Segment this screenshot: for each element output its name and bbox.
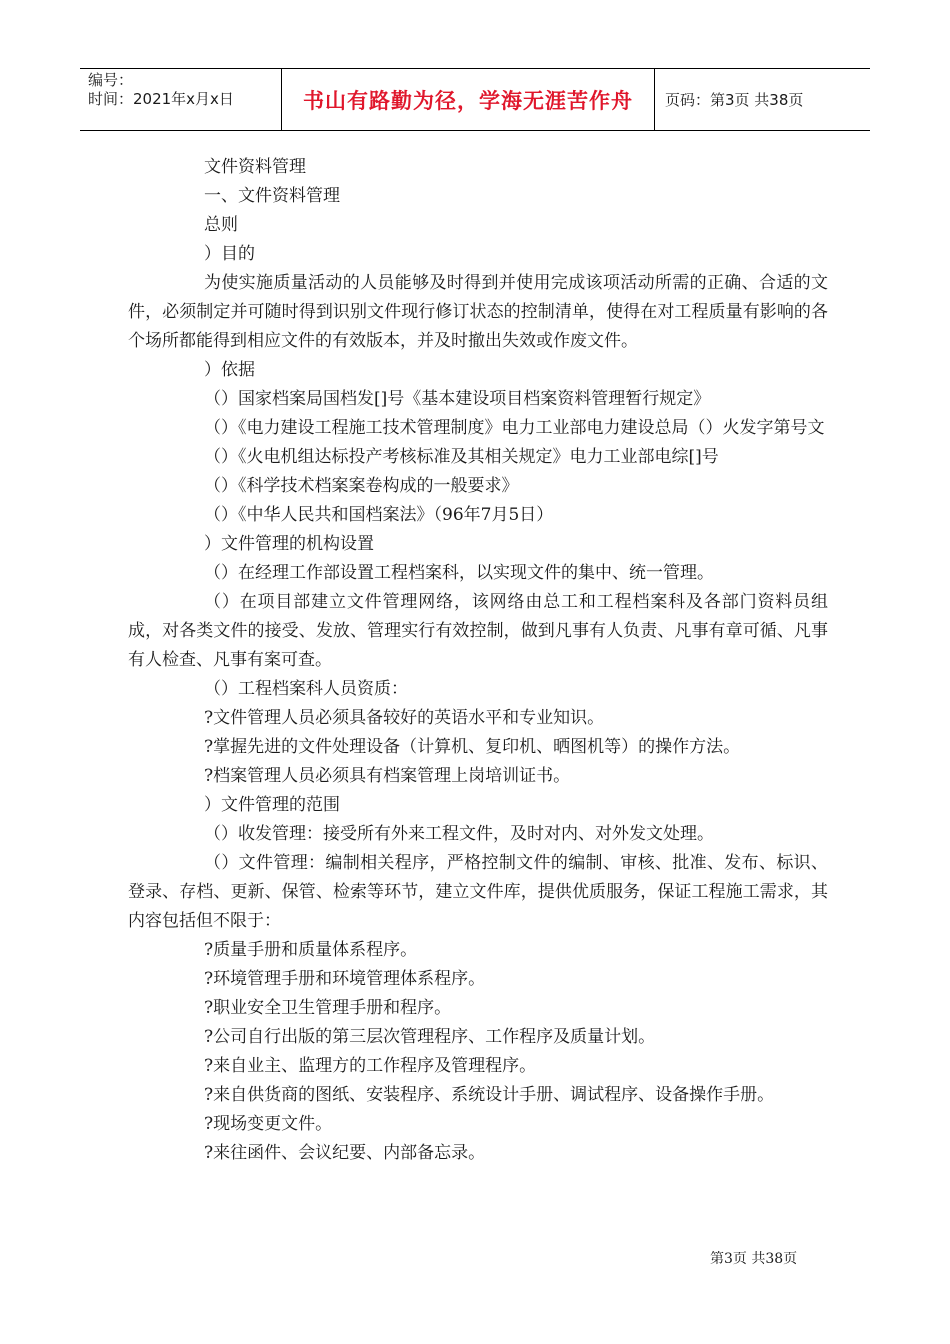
bullet-item: ?档案管理人员必须具有档案管理上岗培训证书。 (204, 766, 571, 786)
document-body (128, 153, 828, 1168)
bullet-item: ?公司自行出版的第三层次管理程序、工作程序及质量计划。 (204, 1027, 656, 1047)
list-item: （）文件管理：编制相关程序，严格控制文件的编制、审核、批准、发布、标识、登录、存档、更新、保管、检索等环节，建立文件库，提供优质服务，保证工程施工需求，其内容包括但不限于： (128, 853, 828, 931)
bullet-item: ?来自业主、监理方的工作程序及管理程序。 (204, 1056, 537, 1076)
item-heading: ）目的 (204, 244, 255, 264)
bullet-item: ?环境管理手册和环境管理体系程序。 (204, 969, 486, 989)
bullet-item: ?文件管理人员必须具备较好的英语水平和专业知识。 (204, 708, 605, 728)
paragraph: 为使实施质量活动的人员能够及时得到并使用完成该项活动所需的正确、合适的文件，必须制定并可随时得到识别文件现行修订状态的控制清单，使得在对工程质量有影响的各个场所都能得到相应文件的有效版本，并及时撤出失效或作废文件。 (128, 273, 828, 351)
list-item: （）《中华人民共和国档案法》（96年7月5日） (204, 505, 554, 525)
header-meta (80, 69, 282, 130)
list-item: （）《科学技术档案案卷构成的一般要求》 (204, 476, 519, 496)
list-item: （）工程档案科人员资质： (204, 679, 408, 699)
list-item: （）收发管理：接受所有外来工程文件，及时对内、对外发文处理。 (204, 824, 714, 844)
list-item: （）在项目部建立文件管理网络，该网络由总工和工程档案科及各部门资料员组成，对各类文件的接受、发放、管理实行有效控制，做到凡事有人负责、凡事有章可循、凡事有人检查、凡事有案可查。 (128, 592, 828, 670)
list-item: （）国家档案局国档发[]号《基本建设项目档案资料管理暂行规定》 (204, 389, 711, 409)
doc-title: 文件资料管理 (204, 157, 306, 177)
list-item: （）《电力建设工程施工技术管理制度》电力工业部电力建设总局（）火发字第号文 (204, 418, 825, 438)
item-heading: ）依据 (204, 360, 255, 380)
bullet-item: ?掌握先进的文件处理设备（计算机、复印机、晒图机等）的操作方法。 (204, 737, 741, 757)
header-page-number: 页码：第3页 共38页 (665, 91, 804, 109)
bullet-item: ?来往函件、会议纪要、内部备忘录。 (204, 1143, 486, 1163)
section-heading: 一、文件资料管理 (204, 186, 340, 206)
page-header (80, 68, 870, 131)
list-item: （）《火电机组达标投产考核标准及其相关规定》电力工业部电综[]号 (204, 447, 719, 467)
item-heading: ）文件管理的范围 (204, 795, 340, 815)
bullet-item: ?质量手册和质量体系程序。 (204, 940, 418, 960)
doc-number-label: 编号： (88, 71, 134, 89)
bullet-item: ?职业安全卫生管理手册和程序。 (204, 998, 452, 1018)
doc-time-label: 时间：2021年x月x日 (88, 90, 234, 108)
header-motto: 书山有路勤为径，学海无涯苦作舟 (282, 69, 655, 130)
subsection-heading: 总则 (204, 215, 238, 235)
page-footer: 第3页 共38页 (710, 1251, 798, 1267)
bullet-item: ?现场变更文件。 (204, 1114, 333, 1134)
bullet-item: ?来自供货商的图纸、安装程序、系统设计手册、调试程序、设备操作手册。 (204, 1085, 775, 1105)
item-heading: ）文件管理的机构设置 (204, 534, 374, 554)
list-item: （）在经理工作部设置工程档案科，以实现文件的集中、统一管理。 (204, 563, 714, 583)
